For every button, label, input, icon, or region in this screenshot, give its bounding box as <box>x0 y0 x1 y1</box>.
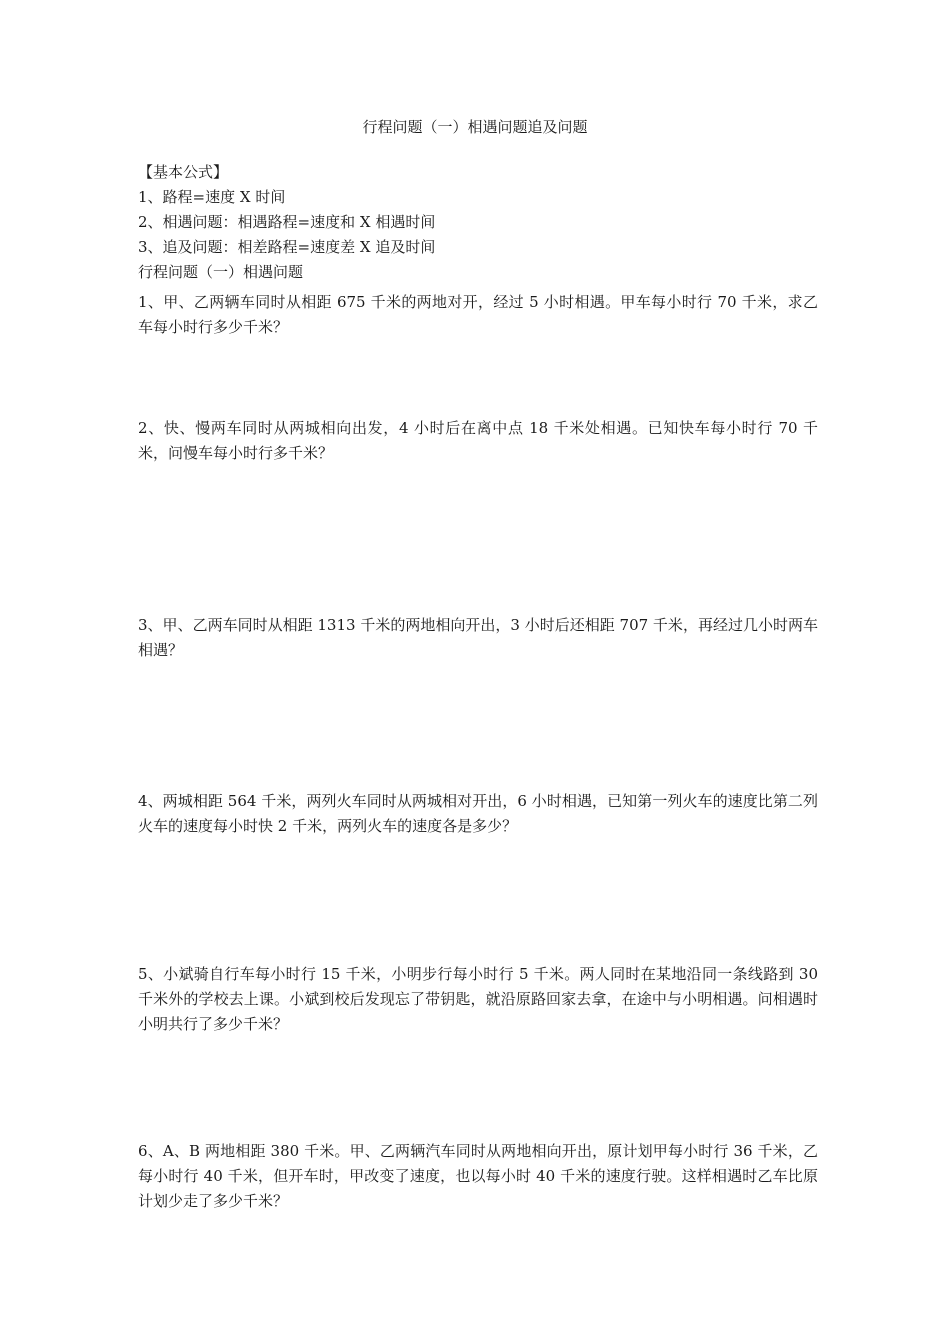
problem-2: 2、快、慢两车同时从两城相向出发，4 小时后在离中点 18 千米处相遇。已知快车每小时行 70 千米，问慢车每小时行多千米？ <box>138 419 818 462</box>
problem-1: 1、甲、乙两辆车同时从相距 675 千米的两地对开，经过 5 小时相遇。甲车每小时行 70 千米，求乙车每小时行多少千米？ <box>138 293 818 336</box>
formula-meeting: 2、相遇问题：相遇路程=速度和 X 相遇时间 <box>138 213 436 231</box>
formula-chasing: 3、追及问题：相差路程=速度差 X 追及时间 <box>138 238 436 256</box>
formula-distance: 1、路程=速度 X 时间 <box>138 188 286 206</box>
problem-4: 4、两城相距 564 千米，两列火车同时从两城相对开出，6 小时相遇，已知第一列火车的速度比第二列火车的速度每小时快 2 千米，两列火车的速度各是多少？ <box>138 792 818 835</box>
problem-5: 5、小斌骑自行车每小时行 15 千米，小明步行每小时行 5 千米。两人同时在某地沿同一条线路到 30 千米外的学校去上课。小斌到校后发现忘了带钥匙，就沿原路回家去拿，在途中与小明相遇。问相遇时小明共行了多少千米？ <box>138 965 818 1033</box>
document-title: 行程问题（一）相遇问题追及问题 <box>362 118 588 136</box>
problem-6: 6、A、B 两地相距 380 千米。甲、乙两辆汽车同时从两地相向开出，原计划甲每小时行 36 千米，乙每小时行 40 千米，但开车时，甲改变了速度，也以每小时 40 千米的速度行驶。这样相遇时乙车比原计划少走了多少千米？ <box>138 1142 818 1210</box>
problem-3: 3、甲、乙两车同时从相距 1313 千米的两地相向开出，3 小时后还相距 707 千米，再经过几小时两车相遇？ <box>138 616 818 659</box>
formulas-section <box>138 160 818 285</box>
section-heading: 行程问题（一）相遇问题 <box>138 263 304 281</box>
formulas-heading: 【基本公式】 <box>138 163 229 181</box>
